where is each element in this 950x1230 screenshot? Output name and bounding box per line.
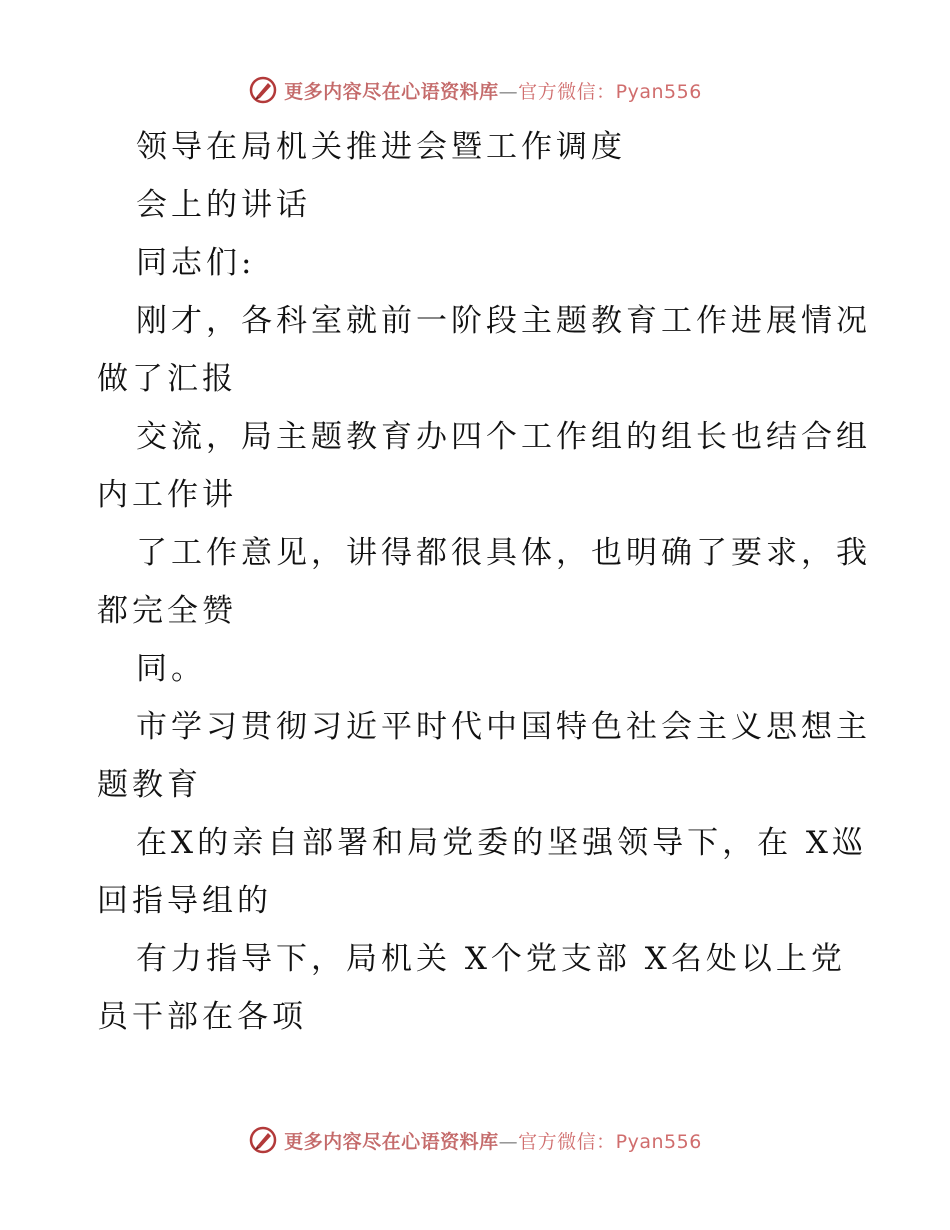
doc-line: 同志们: — [136, 245, 256, 281]
doc-line: 同。 — [136, 651, 206, 687]
banner-main-text: 更多内容尽在心语资料库 — [284, 80, 499, 103]
doc-line: 了工作意见，讲得都很具体，也明确了要求，我 — [136, 535, 871, 571]
pen-logo-icon — [248, 1125, 278, 1155]
header-banner — [0, 70, 950, 110]
doc-line: 交流，局主题教育办四个工作组的组长也结合组 — [136, 419, 871, 455]
doc-line: 在X的亲自部署和局党委的坚强领导下，在 X巡 — [136, 825, 867, 861]
footer-banner — [0, 1120, 950, 1160]
pen-logo-icon — [248, 75, 278, 105]
banner-separator: — — [498, 1130, 519, 1153]
doc-line: 题教育 — [97, 767, 202, 803]
doc-line: 有力指导下，局机关 X个党支部 X名处以上党 — [136, 941, 846, 977]
doc-line: 刚才，各科室就前一阶段主题教育工作进展情况 — [136, 303, 871, 339]
doc-line: 员干部在各项 — [97, 999, 307, 1035]
doc-line: 内工作讲 — [97, 477, 237, 513]
banner-separator: — — [498, 80, 519, 103]
banner-main-text: 更多内容尽在心语资料库 — [284, 1130, 499, 1153]
doc-line: 市学习贯彻习近平时代中国特色社会主义思想主 — [136, 709, 871, 745]
banner-wechat-text: 官方微信：Pyan556 — [518, 1130, 702, 1153]
doc-line: 回指导组的 — [97, 883, 272, 919]
doc-line: 做了汇报 — [97, 361, 237, 397]
doc-line: 领导在局机关推进会暨工作调度 — [136, 129, 626, 165]
document-body — [97, 118, 871, 1046]
doc-line: 都完全赞 — [97, 593, 237, 629]
banner-wechat-text: 官方微信：Pyan556 — [518, 80, 702, 103]
doc-line: 会上的讲话 — [136, 187, 311, 223]
